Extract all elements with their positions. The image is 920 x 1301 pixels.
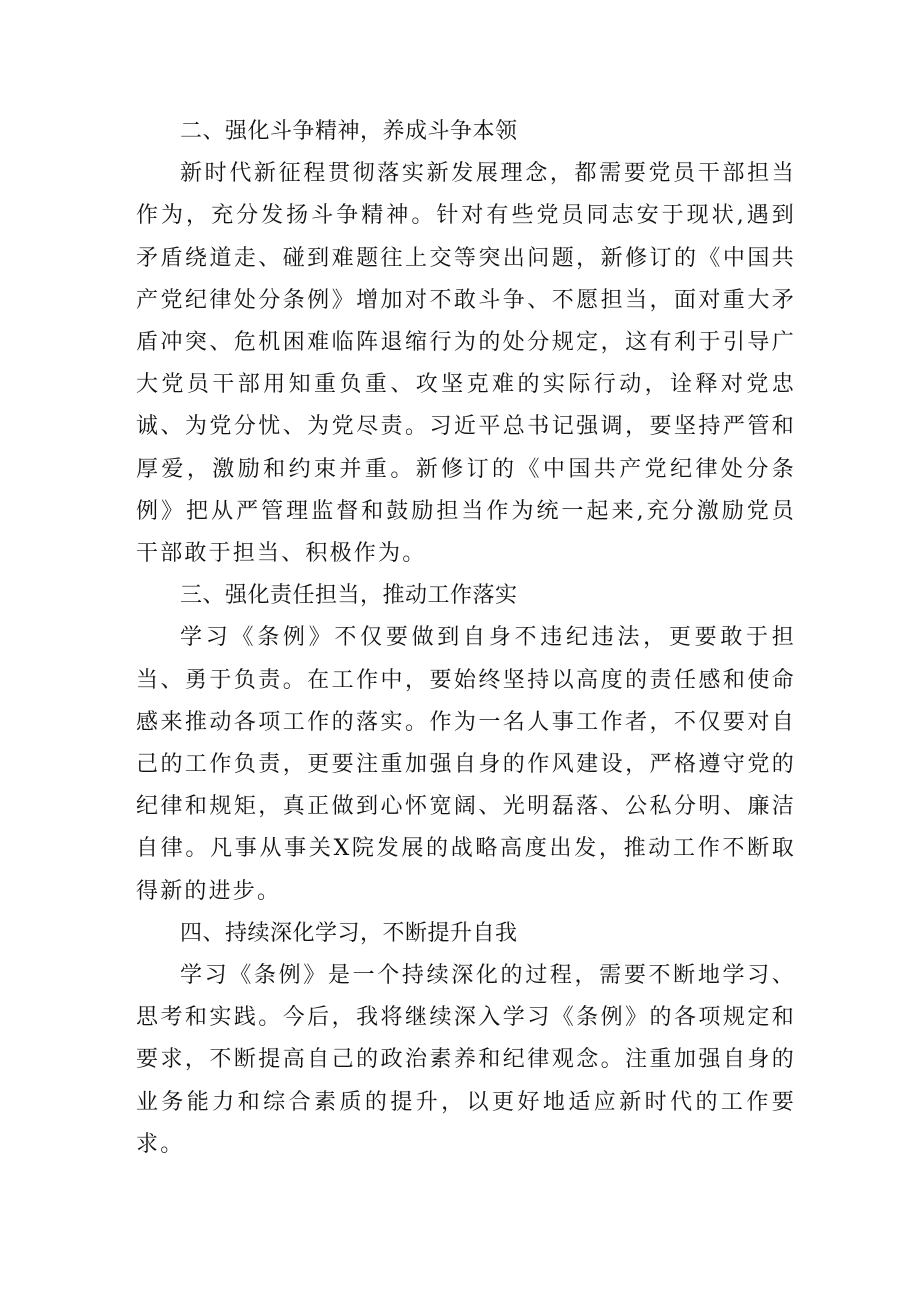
document-body <box>136 111 796 1166</box>
section-heading-3: 三、强化责任担当，推动工作落实 <box>180 583 518 609</box>
section-paragraph-3: 学习《条例》不仅要做到自身不违纪违法，更要敢于担当、勇于负责。在工作中，要始终坚持以高度的责任感和使命感来推动各项工作的落实。作为一名人事工作者，不仅要对自己的工作负责，更要注重加强自身的作风建设，严格遵守党的纪律和规矩，真正做到心怀宽阔、光明磊落、公私分明、廉洁自律。凡事从事关X院发展的战略高度出发，推动工作不断取得新的进步。 <box>136 625 796 904</box>
section-paragraph-4: 学习《条例》是一个持续深化的过程，需要不断地学习、思考和实践。今后，我将继续深入学习《条例》的各项规定和要求，不断提高自己的政治素养和纪律观念。注重加强自身的业务能力和综合素质的提升，以更好地适应新时代的工作要求。 <box>136 963 796 1157</box>
section-heading-4: 四、持续深化学习，不断提升自我 <box>180 920 518 946</box>
section-heading-2: 二、强化斗争精神，养成斗争本领 <box>180 119 518 144</box>
section-paragraph-2: 新时代新征程贯彻落实新发展理念，都需要党员干部担当作为，充分发扬斗争精神。针对有些党员同志安于现状,遇到矛盾绕道走、碰到难题往上交等突出问题，新修订的《中国共产党纪律处分条例》增加对不敢斗争、不愿担当，面对重大矛盾冲突、危机困难临阵退缩行为的处分规定，这有利于引导广大党员干部用知重负重、攻坚克难的实际行动，诠释对党忠诚、为党分忧、为党尽责。习近平总书记强调，要坚持严管和厚爱，激励和约束并重。新修订的《中国共产党纪律处分条例》把从严管理监督和鼓励担当作为统一起来,充分激励党员干部敢于担当、积极作为。 <box>136 161 796 567</box>
